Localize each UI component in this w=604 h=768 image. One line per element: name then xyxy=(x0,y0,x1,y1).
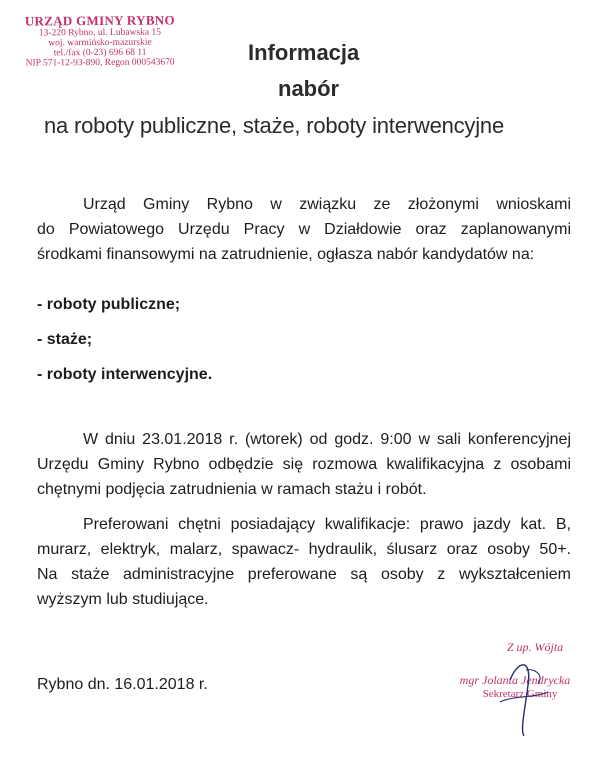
title-line-3: na roboty publiczne, staże, roboty interwencyjne xyxy=(44,113,504,138)
office-stamp xyxy=(16,13,184,69)
qualifications-line-1: Preferowani chętni posiadający kwalifikacje: prawo jazdy kat. B, xyxy=(83,516,571,533)
interview-line-1: W dniu 23.01.2018 r. (wtorek) od godz. 9:00 w sali konferencyjnej xyxy=(83,431,571,448)
intro-line-3: środkami finansowymi na zatrudnienie, ogłasza nabór kandydatów na: xyxy=(37,246,535,263)
list-item: - roboty publiczne; xyxy=(37,296,181,313)
qualifications-paragraph xyxy=(37,512,571,612)
title-line-1: Informacja xyxy=(248,40,360,65)
qualifications-line-4: wyższym lub studiujące. xyxy=(37,591,209,608)
title-line-2: nabór xyxy=(278,76,340,101)
document-date: Rybno dn. 16.01.2018 r. xyxy=(37,676,208,693)
stamp-address: 13-220 Rybno, ul. Lubawska 15 xyxy=(38,27,162,39)
intro-line-2: do Powiatowego Urzędu Pracy w Działdowie oraz zaplanowanymi xyxy=(37,221,571,238)
stamp-region: woj. warmińsko-mazurskie xyxy=(48,37,152,48)
handwritten-signature-icon xyxy=(440,640,590,740)
interview-line-2: Urzędu Gminy Rybno odbędzie się rozmowa kwalifikacyjna z osobami xyxy=(37,456,571,473)
list-item: - staże; xyxy=(37,331,93,348)
signature-stamp xyxy=(440,640,590,700)
intro-line-1: Urząd Gminy Rybno w związku ze złożonymi wnioskami xyxy=(83,196,571,213)
qualifications-line-3: Na staże administracyjne preferowane są osoby z wykształceniem xyxy=(37,566,571,583)
interview-line-3: chętnymi podjęcia zatrudnienia w ramach stażu i robót. xyxy=(37,481,427,498)
stamp-office-name: URZĄD GMINY RYBNO xyxy=(24,12,175,29)
signature-on-behalf: Z up. Wójta xyxy=(506,640,564,654)
stamp-phone: tel./fax (0-23) 696 68 11 xyxy=(53,47,147,58)
list-item: - roboty interwencyjne. xyxy=(37,366,213,383)
recruitment-list xyxy=(37,292,212,397)
signature-role: Sekretarz Gminy xyxy=(482,688,558,700)
interview-paragraph xyxy=(37,427,571,502)
signature-name: mgr Jolanta Jendrycka xyxy=(459,673,571,687)
qualifications-line-2: murarz, elektryk, malarz, spawacz- hydraulik, ślusarz oraz osoby 50+. xyxy=(37,541,571,558)
stamp-ids: NIP 571-12-93-890, Regon 000543670 xyxy=(25,57,175,69)
intro-paragraph xyxy=(37,192,571,267)
